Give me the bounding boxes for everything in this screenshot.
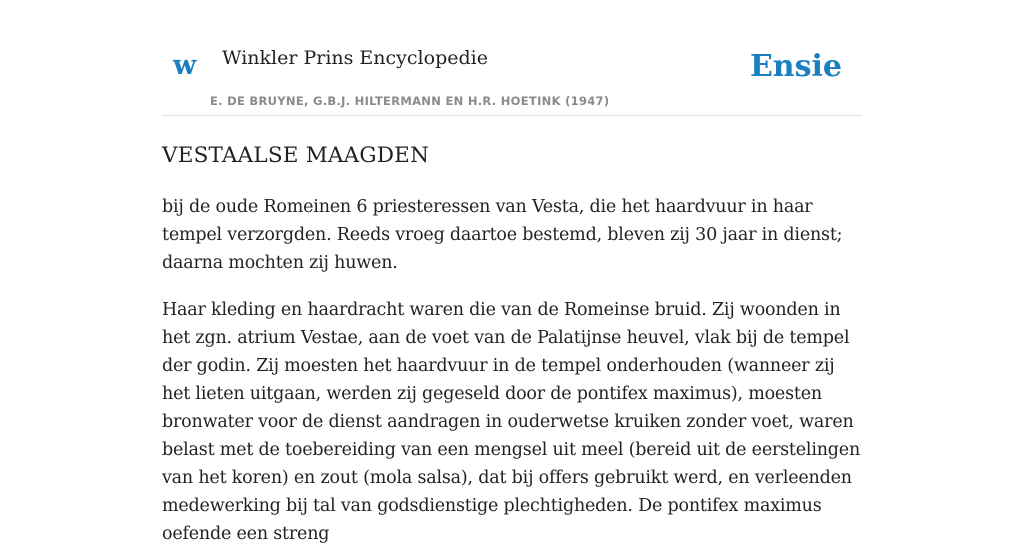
publication-logo[interactable]: w	[173, 50, 197, 81]
article-paragraph: Haar kleding en haardracht waren die van de Romeinse bruid. Zij woonden in het zgn. atrium Vestae, aan de voet van de Palatijnse heuvel, vlak bij de tempel der godin. Zij moesten het haardvuur in de tempel onderhouden (wanneer zij het lieten uitgaan, werden zij gegeseld door de pontifex maximus), moesten bronwater voor de dienst aandragen in ouderwetse kruiken zonder voet, waren belast met de toebereiding van een mengsel uit meel (bereid uit de eerstelingen van het koren) en zout (mola salsa), dat bij offers gebruikt werd, en verleenden medewerking bij tal van godsdienstige plechtigheden. De pontifex maximus oefende een streng	[162, 299, 861, 544]
publication-title[interactable]: Winkler Prins Encyclopedie	[222, 47, 488, 69]
page-header	[162, 0, 862, 116]
article-title: VESTAALSE MAAGDEN	[162, 143, 430, 168]
ensie-logo[interactable]: Ensie	[749, 49, 842, 84]
publication-authors: E. DE BRUYNE, G.B.J. HILTERMANN EN H.R. HOETINK (1947)	[210, 94, 610, 108]
page	[162, 0, 862, 544]
article-body	[162, 193, 862, 548]
article-paragraph: bij de oude Romeinen 6 priesteressen van Vesta, die het haardvuur in haar tempel verzorgden. Reeds vroeg daartoe bestemd, bleven zij 30 jaar in dienst; daarna mochten zij huwen.	[162, 196, 843, 273]
